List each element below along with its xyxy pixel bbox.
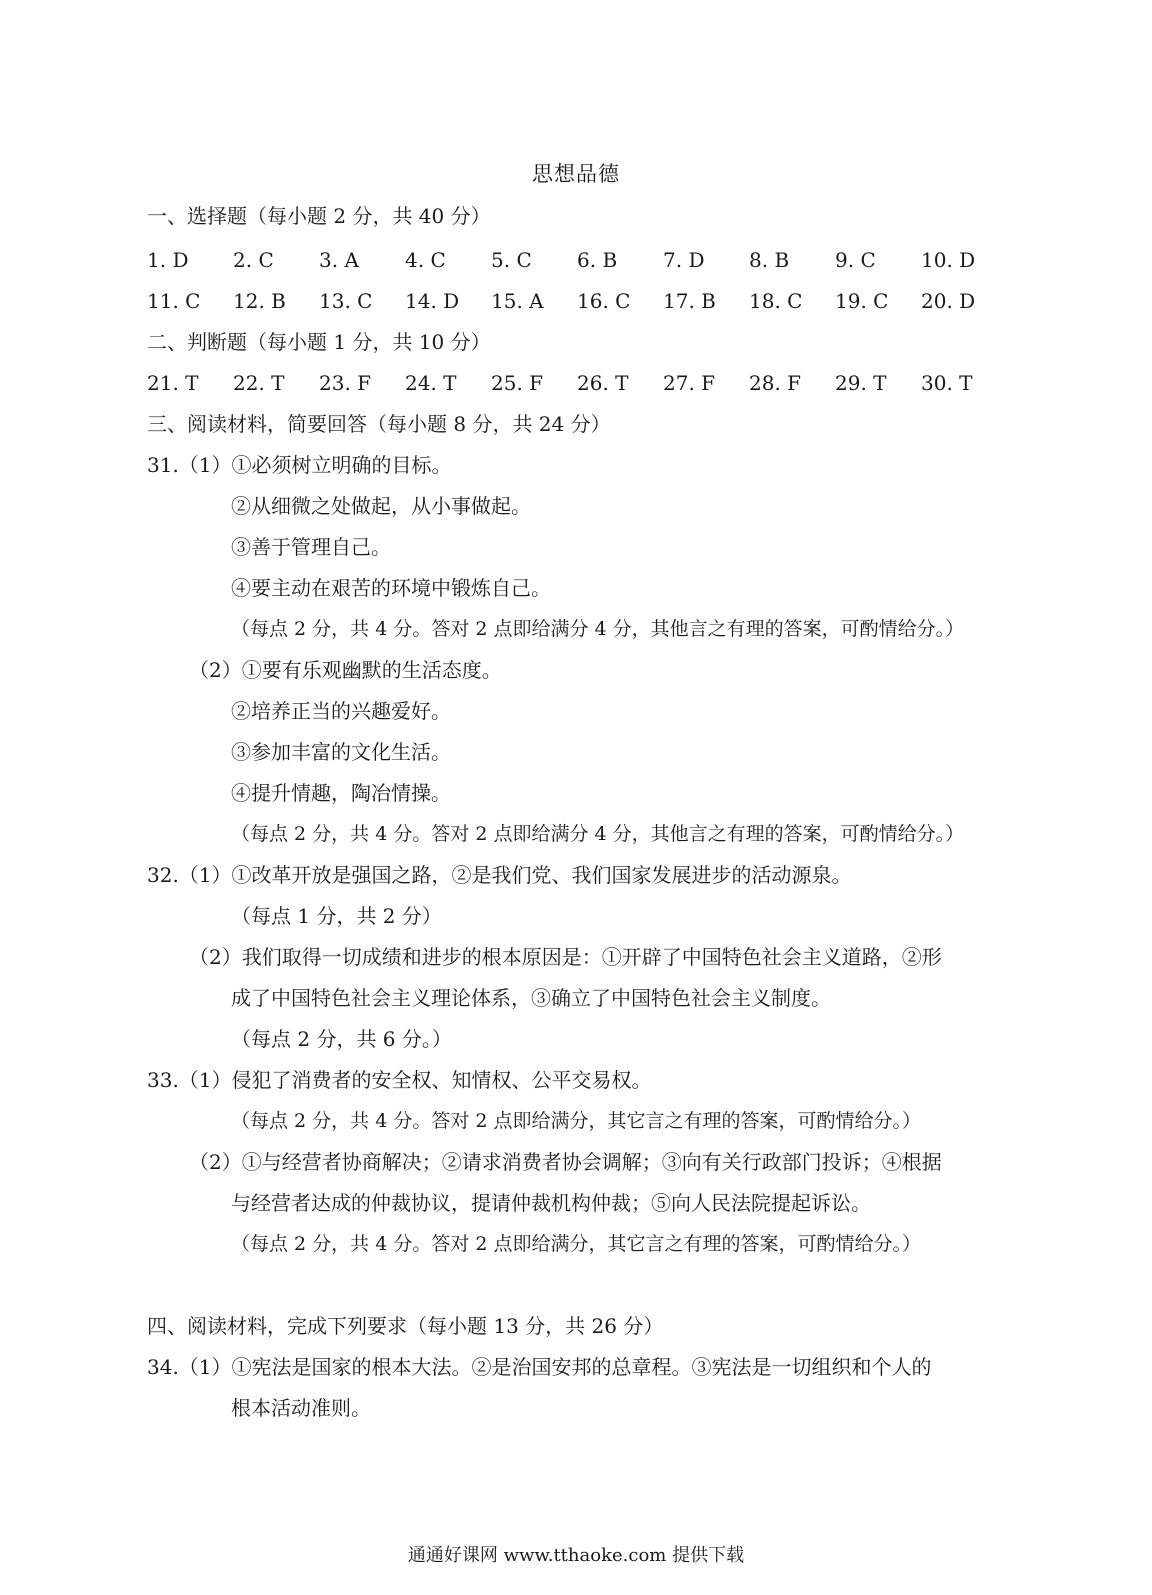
q34-part1-line: 34.（1）①宪法是国家的根本大法。②是治国安邦的总章程。③宪法是一切组织和个人的 — [147, 1355, 932, 1379]
q33-part1-line: 33.（1）侵犯了消费者的安全权、知情权、公平交易权。 — [147, 1068, 652, 1092]
answer-item: 4. C — [405, 248, 446, 272]
q32-part2-line: （2）我们取得一切成绩和进步的根本原因是：①开辟了中国特色社会主义道路，②形 — [189, 945, 942, 969]
q33-part1-note: （每点 2 分，共 4 分。答对 2 点即给满分，其它言之有理的答案，可酌情给分。） — [231, 1110, 922, 1132]
q32-part1-note: （每点 1 分，共 2 分） — [231, 904, 442, 928]
answer-item: 20. D — [921, 289, 976, 313]
answer-item: 30. T — [921, 371, 973, 395]
q33-part2-note: （每点 2 分，共 4 分。答对 2 点即给满分，其它言之有理的答案，可酌情给分。） — [231, 1233, 922, 1255]
q31-part2-note: （每点 2 分，共 4 分。答对 2 点即给满分 4 分，其他言之有理的答案，可酌情给分。） — [231, 823, 965, 845]
q33-part2-line: （2）①与经营者协商解决；②请求消费者协会调解；③向有关行政部门投诉；④根据 — [189, 1150, 942, 1174]
q33-part2-line: 与经营者达成的仲裁协议，提请仲裁机构仲裁；⑤向人民法院提起诉讼。 — [231, 1191, 871, 1215]
q31-part1-line: ②从细微之处做起，从小事做起。 — [231, 494, 531, 518]
q31-part1-note: （每点 2 分，共 4 分。答对 2 点即给满分 4 分，其他言之有理的答案，可酌情给分。） — [231, 618, 965, 640]
q31-part1-line: 31.（1）①必须树立明确的目标。 — [147, 453, 452, 477]
answer-item: 21. T — [147, 371, 199, 395]
q31-part1-line: ③善于管理自己。 — [231, 535, 391, 559]
judgement-answers-row — [147, 369, 1027, 397]
answer-item: 25. F — [491, 371, 544, 395]
page-footer: 通通好课网 www.tthaoke.com 提供下载 — [407, 1545, 745, 1566]
answer-item: 7. D — [663, 248, 705, 272]
answer-item: 28. F — [749, 371, 802, 395]
answer-item: 19. C — [835, 289, 889, 313]
answer-item: 18. C — [749, 289, 803, 313]
q32-part1-line: 32.（1）①改革开放是强国之路，②是我们党、我们国家发展进步的活动源泉。 — [147, 863, 852, 887]
answer-item: 24. T — [405, 371, 457, 395]
answer-item: 5. C — [491, 248, 532, 272]
q34-part1-line: 根本活动准则。 — [231, 1396, 371, 1420]
answer-item: 27. F — [663, 371, 716, 395]
choice-answers-row-2 — [147, 287, 1027, 315]
answer-item: 14. D — [405, 289, 460, 313]
answer-item: 3. A — [319, 248, 359, 272]
section1-heading: 一、选择题（每小题 2 分，共 40 分） — [147, 204, 491, 228]
q31-part2-line: ④提升情趣，陶冶情操。 — [231, 781, 451, 805]
answer-item: 23. F — [319, 371, 372, 395]
answer-item: 8. B — [749, 248, 790, 272]
answer-item: 13. C — [319, 289, 373, 313]
q31-part2-line: ②培养正当的兴趣爱好。 — [231, 699, 451, 723]
answer-item: 12. B — [233, 289, 286, 313]
answer-item: 29. T — [835, 371, 887, 395]
answer-item: 17. B — [663, 289, 716, 313]
section3-heading: 三、阅读材料，简要回答（每小题 8 分，共 24 分） — [147, 412, 611, 436]
q31-part2-line: ③参加丰富的文化生活。 — [231, 740, 451, 764]
answer-item: 26. T — [577, 371, 629, 395]
choice-answers-row-1 — [147, 246, 1027, 274]
section4-heading: 四、阅读材料，完成下列要求（每小题 13 分，共 26 分） — [147, 1314, 664, 1338]
answer-item: 6. B — [577, 248, 618, 272]
page-title: 思想品德 — [532, 162, 620, 186]
q31-part1-line: ④要主动在艰苦的环境中锻炼自己。 — [231, 576, 551, 600]
answer-item: 11. C — [147, 289, 201, 313]
section2-heading: 二、判断题（每小题 1 分，共 10 分） — [147, 330, 491, 354]
q32-part2-note: （每点 2 分，共 6 分。） — [231, 1027, 452, 1051]
q32-part2-line: 成了中国特色社会主义理论体系，③确立了中国特色社会主义制度。 — [231, 986, 831, 1010]
answer-item: 9. C — [835, 248, 876, 272]
q31-part2-line: （2）①要有乐观幽默的生活态度。 — [189, 658, 502, 682]
answer-item: 10. D — [921, 248, 976, 272]
answer-item: 1. D — [147, 248, 189, 272]
answer-item: 16. C — [577, 289, 631, 313]
answer-item: 15. A — [491, 289, 544, 313]
answer-item: 22. T — [233, 371, 285, 395]
answer-item: 2. C — [233, 248, 274, 272]
